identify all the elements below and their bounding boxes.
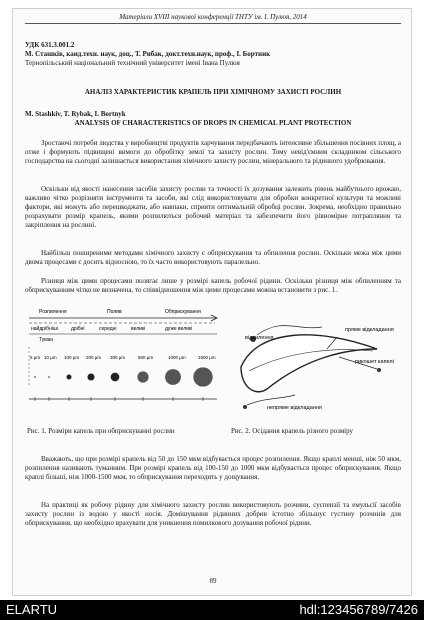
fig1-top-label: Обприскування [165,309,201,315]
fig1-top-label: Полив [107,309,122,315]
paragraph-2: Оскільки від якості нанесення засобів захисту рослин та точності їх дозування залежить рівень майбутнього врожаю, важливо чітко розрізняти інструменти та засоби, які слід використовувати для обробки конкретної культури та можливі фактори, які можуть або перешкоджати, або навпаки, сприяти оптимальній обробці рослин. Зокрема, необхідно правильно розрахувати розмір крапель, якими розпилються робочий матеріал та забезпечити його рівномірне потрапляння та закріплення на рослині. [25,185,401,229]
fig1-drop [137,371,148,382]
fig1-drop [193,367,212,386]
fig2-label: рикошет капелі [355,359,394,365]
fig2-label: відхилення [245,335,274,341]
deflection-arrow [257,326,322,335]
viewer-footer [0,600,424,620]
title-en: ANALYSIS OF CHARACTERISTICS OF DROPS IN CHEMICAL PLANT PROTECTION [74,119,352,127]
fig1-drops [30,355,216,401]
affiliation: Тернопільський національний технічний університет імені Івана Пулюя [25,59,240,67]
fig1-size-label: 300 μm [110,355,126,360]
fig1-size-label: 1500 μm [198,355,216,360]
paragraph-3: Найбільш поширеними методами хімічного захисту є обприскування та обпилення рослин. Оскільки межа між цими двома процесами є досить відносною, то їх часто використовують паралельно. [25,249,401,266]
figure-2-drop-deposition [227,309,403,429]
paragraph-5: Вважають, що при розмірі крапель від 50 до 150 мкм відбувається процес розпилення. Якщо краплі менші, ніж 50 мкм, розпилення називають туманним. При розмірі крапель від 100-150 до 1000 мкм відбувається процес обприскування. Якщо краплі більші, ніж 1000-1500 мкм, то обприскування переходить у дощування. [25,455,401,481]
fig1-drop [111,373,120,382]
fig1-drop [48,376,50,378]
page-number: 89 [209,577,217,585]
figure-2-caption: Рис. 2. Осідання крапель різного розміру [231,427,354,435]
title-ua: АНАЛІЗ ХАРАКТЕРИСТИК КРАПЕЛЬ ПРИ ХІМІЧНОМУ ЗАХИСТІ РОСЛИН [84,88,342,96]
authors-ua: М. Сташків, канд.техн. наук, доц., Т. Рибак, докт.техн.наук, проф., І. Бортник [25,50,271,58]
fig1-size-label: 5 μm [30,355,41,360]
handle-link[interactable]: hdl:123456789/7426 [299,602,418,617]
running-header: Матеріали XVIII наукової конференції ТНТУ ім. І. Пулюя, 2014 [119,13,307,21]
fig1-size-label: 100 μm [64,355,80,360]
fig1-drop [165,369,181,385]
fig2-label: непряме відкладання [267,405,322,411]
fig1-mid-label: найдрібніші [31,326,59,332]
indirect-arrow [247,395,295,405]
fig1-top-label: Розпилення [39,309,67,315]
header-rule [25,23,401,24]
fig1-drop [34,376,36,378]
fig1-size-label: 1000 μm [168,355,186,360]
fig1-drop [67,375,72,380]
fig1-tuman: Туман [39,337,54,343]
drop [377,368,381,372]
fig1-mid-label: дрібні [71,326,85,332]
paragraph-4: Різниця між цими процесами полягає лише у розмірі капель робочої рідини. Оскільки різниця між обпиленням та обприскуванням чітко не визначена, то співвідношення між цими процесами можна встановити з рис. 1. [25,277,401,294]
fig1-mid-label: великі [131,326,146,332]
fig1-mid-label: середні [99,326,117,332]
fig1-size-label: 10 μm [44,355,57,360]
paper-page [12,8,412,596]
figure-1-drop-sizes [25,307,221,425]
repository-label: ELARTU [6,602,58,617]
authors-en: M. Stashkiv, T. Rybak, I. Bortnyk [25,110,126,118]
fig1-mid-label: дуже великі [165,326,193,332]
fig1-size-label: 200 μm [86,355,102,360]
drop [243,405,247,409]
paragraph-1: Зростаючі потреби людства у виробництві продуктів харчування передбачають інтенсивне збільшення посівних площ, а отже і формують підвищені вимоги до обробітку землі та захисту рослин. Тому невід'ємним складником сільського господарства на сьогодні залишається використання хімічного захисту рослин, мінерального та рідинного удобрювання. [25,139,401,165]
paragraph-6: На практиці як робочу рідину для хімічного захисту рослин використовують розчини, суспензії та емульсії засобів захисту рослин із водою у якості носія. Домішування рідинних добрив істотно збільшує густину розчинів для обприскування, що необхідно врахувати для уникнення помилкового дозування робочої рідини. [25,501,401,527]
fig1-drop [87,373,94,380]
udc: УДК 631.3.001.2 [25,41,75,49]
fig1-size-label: 500 μm [138,355,154,360]
fig2-label: пряме відкладання [345,327,394,333]
figure-1-caption: Рис. 1. Розміри капель при обприскуванні рослин [27,427,175,435]
